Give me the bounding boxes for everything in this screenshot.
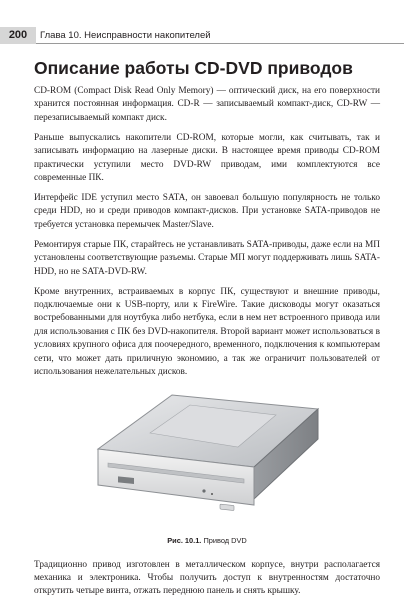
- caption-label: Рис. 10.1.: [167, 535, 202, 545]
- led-indicator: [202, 489, 205, 492]
- paragraph: Кроме внутренних, встраиваемых в корпус ПК, существуют и внешние приводы, подключаемые они к USB-порту, или к FireWire. Такие дисководы могут оказаться востребованными для ноутбука либо нетбука, если в нем нет встроенного привода или для использования с ПК без DVD-накопителя. Второй вариант может использоваться в условиях крупного офиса для поочередного, временного, подключения к компьютерам сети, что может дать приличную экономию, а так же ограничит пользователей от использования нежелательных дисков.: [34, 286, 380, 378]
- paragraph: Интерфейс IDE уступил место SATA, он завоевал большую популярность не только среди HDD, но и среди приводов компакт-дисков. При установке SATA-приводов не требуется установка перемычек Master/Slave.: [34, 193, 380, 230]
- page-number: 200: [0, 27, 36, 44]
- paragraph: CD-ROM (Compact Disk Read Only Memory) — оптический диск, на его поверхности хранится постоянная информация. CD-R — записываемый компакт-диск, CD-RW — перезаписываемый компакт диск.: [34, 86, 380, 123]
- emergency-eject-hole: [211, 493, 213, 495]
- figure-caption: [34, 536, 380, 546]
- running-head: Глава 10. Неисправности накопителей: [40, 30, 211, 41]
- dvd-drive-illustration: [86, 387, 326, 529]
- paragraph: Ремонтируя старые ПК, старайтесь не устанавливать SATA-приводы, даже если на МП установлены соответствующие разъемы. Старые МП могут поддерживать лишь SATA-HDD, но не SATA-DVD-RW.: [34, 239, 380, 277]
- paragraph: Традиционно привод изготовлен в металлическом корпусе, внутри располагается механика и электроника. Чтобы получить доступ к внутренностям достаточно открутить четыре винта, отжать переднюю панель и снять крышку.: [34, 559, 380, 597]
- figure-dvd-drive: [34, 387, 380, 529]
- header-rule: [36, 43, 404, 44]
- page-header: [0, 27, 404, 44]
- paragraph: Раньше выпускались накопители CD-ROM, которые могли, как считывать, так и записывать информацию на лазерные диски. В настоящее время приводы CD-ROM практически уступили место DVD-RW приводам, ими комплектуются все современные ПК.: [34, 132, 380, 184]
- body-text: [34, 85, 380, 605]
- eject-button: [220, 504, 234, 510]
- section-title: Описание работы CD-DVD приводов: [34, 58, 353, 78]
- caption-text: Привод DVD: [203, 535, 247, 545]
